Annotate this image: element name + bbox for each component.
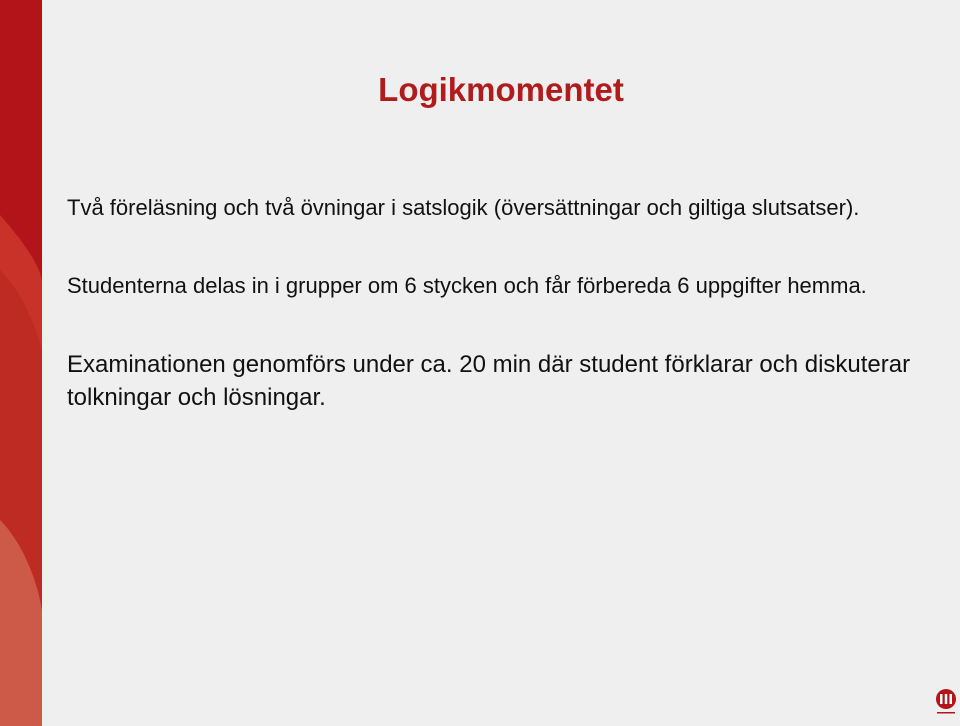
paragraph-lectures: Två föreläsning och två övningar i satslogik (översättningar och giltiga slutsatser). xyxy=(67,195,860,220)
slide-body xyxy=(67,192,927,414)
sidebar-graphic xyxy=(0,0,42,726)
university-logo-icon xyxy=(934,688,958,716)
paragraph-groups: Studenterna delas in i grupper om 6 stycken och får förbereda 6 uppgifter hemma. xyxy=(67,273,867,298)
slide-title: Logikmomentet xyxy=(378,71,624,108)
decorative-sidebar xyxy=(0,0,42,726)
paragraph-examination: Examinationen genomförs under ca. 20 min där student förklarar och diskuterar tolkningar och lösningar. xyxy=(67,351,911,411)
